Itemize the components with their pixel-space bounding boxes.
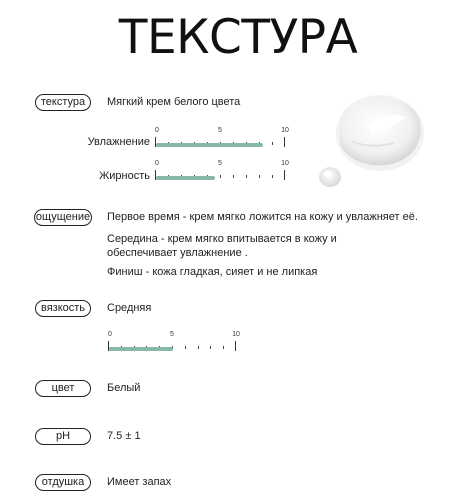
scale-number: 10	[281, 127, 289, 134]
feel-line-3: Финиш - кожа гладкая, сияет и не липкая	[107, 266, 318, 278]
ph-tag: pH	[35, 428, 91, 445]
color-tag: цвет	[35, 380, 91, 397]
scale-tick	[220, 175, 221, 178]
color-value: Белый	[107, 382, 141, 394]
scale-number: 10	[232, 331, 240, 338]
cream-blob-image	[312, 85, 432, 195]
oiliness-scale	[155, 160, 289, 182]
feel-tag: ощущение	[34, 209, 92, 226]
page-title: ТЕКСТУРА	[118, 10, 358, 65]
scale-number: 5	[170, 331, 174, 338]
scale-end-line	[284, 170, 285, 180]
scent-tag: отдушка	[35, 474, 91, 491]
scale-level-fill	[156, 143, 263, 147]
feel-line-1: Первое время - крем мягко ложится на кожу и увлажняет её.	[107, 211, 418, 223]
scale-number: 5	[218, 160, 222, 167]
scale-tick	[233, 175, 234, 178]
moisture-scale	[155, 127, 289, 149]
scale-number: 0	[108, 331, 112, 338]
ph-value: 7.5 ± 1	[107, 430, 141, 442]
scale-number: 0	[155, 127, 159, 134]
viscosity-tag: вязкость	[35, 300, 91, 317]
texture-tag: текстура	[35, 94, 91, 111]
scale-tick	[198, 346, 199, 349]
texture-description: Мягкий крем белого цвета	[107, 96, 241, 108]
scale-tick	[259, 175, 260, 178]
scale-level-fill	[109, 347, 173, 351]
scent-value: Имеет запах	[107, 476, 172, 488]
scale-tick	[246, 175, 247, 178]
viscosity-scale	[108, 331, 240, 353]
viscosity-value: Средняя	[107, 302, 152, 314]
feel-line-2b: обеспечивает увлажнение .	[107, 247, 248, 259]
scale-number: 10	[281, 160, 289, 167]
scale-tick	[210, 346, 211, 349]
scale-tick	[185, 346, 186, 349]
scale-level-fill	[156, 176, 215, 180]
scale-end-line	[284, 137, 285, 147]
scale-tick	[272, 175, 273, 178]
scale-number: 5	[218, 127, 222, 134]
scale-tick	[223, 346, 224, 349]
scale-tick	[272, 142, 273, 145]
scale-number: 0	[155, 160, 159, 167]
oiliness-label: Жирность	[99, 170, 150, 182]
feel-line-2a: Середина - крем мягко впитывается в кожу и	[107, 233, 337, 245]
scale-end-line	[235, 341, 236, 351]
moisture-label: Увлажнение	[87, 136, 150, 148]
